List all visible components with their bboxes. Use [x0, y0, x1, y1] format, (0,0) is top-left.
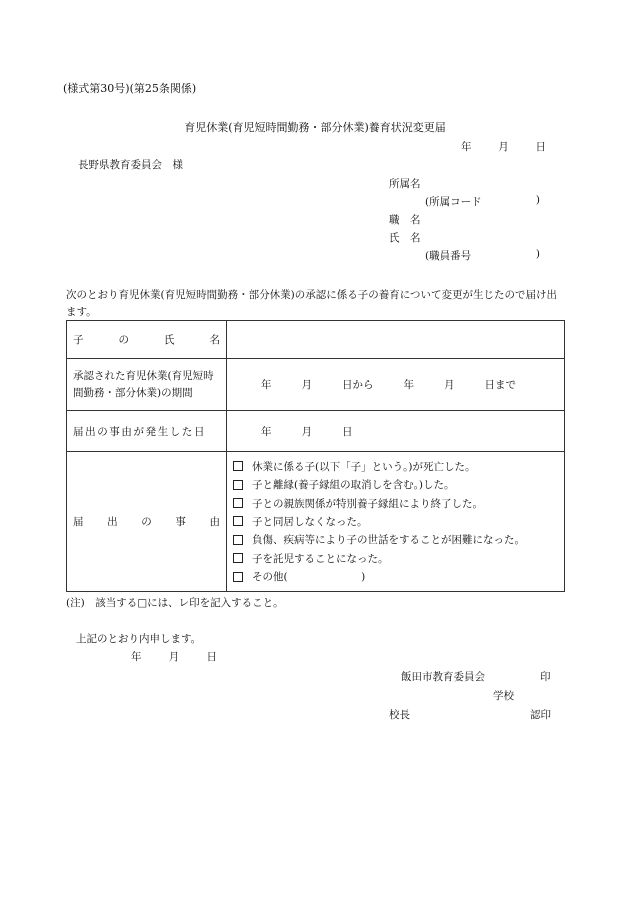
- checkbox[interactable]: [233, 553, 243, 563]
- occurrence-date-label: 届出の事由が発生した日: [67, 411, 227, 452]
- declaration-date: [131, 649, 217, 664]
- date-day-label: 日: [535, 141, 546, 153]
- period-end-month: 月: [444, 379, 455, 391]
- period-start-day: 日から: [342, 379, 374, 391]
- period-start-year: 年: [261, 379, 272, 391]
- employee-number-close: ): [535, 248, 540, 260]
- occurrence-date-field[interactable]: [227, 411, 565, 452]
- declaration-year: 年: [131, 651, 142, 663]
- date-month-label: 月: [498, 141, 509, 153]
- position-label: 職 名: [389, 214, 421, 226]
- reason-label-char: 由: [209, 516, 220, 528]
- checkbox[interactable]: [233, 498, 243, 508]
- affiliation-label: 所属名: [389, 178, 421, 190]
- reason-option-label: その他( ): [252, 571, 366, 584]
- board-name: 飯田市教育委員会: [401, 671, 485, 683]
- school-label: 学校: [493, 690, 514, 702]
- employee-number-label: (職員番号: [425, 250, 472, 262]
- table-row: [67, 452, 565, 592]
- reason-option-label: 子を託児することになった。: [252, 552, 389, 565]
- reason-option[interactable]: [233, 531, 558, 549]
- reason-label-cell: [67, 452, 227, 592]
- reason-option-label: 休業に係る子(以下「子」という。)が死亡した。: [252, 460, 476, 473]
- child-name-field[interactable]: [227, 321, 565, 359]
- reason-option[interactable]: [233, 476, 558, 494]
- occurrence-month: 月: [301, 425, 312, 438]
- period-start-month: 月: [301, 379, 312, 391]
- reason-option[interactable]: [233, 549, 558, 567]
- principal-label: 校長: [389, 709, 410, 721]
- reason-option-label: 子との親族関係が特別養子縁組により終了した。: [252, 497, 483, 510]
- affiliation-code-label: (所属コード: [425, 196, 482, 208]
- reason-label-char: 事: [175, 516, 186, 528]
- reason-option-label: 負傷、疾病等により子の世話をすることが困難になった。: [252, 534, 525, 547]
- date-year-label: 年: [461, 141, 472, 153]
- reason-label-char: の: [141, 516, 152, 528]
- document-title: 育児休業(育児短時間勤務・部分休業)養育状況変更届: [184, 121, 446, 134]
- note: (注) 該当する□には、レ印を記入すること。: [66, 597, 284, 609]
- reason-option-label: 子と離縁(養子縁組の取消しを含む。)した。: [252, 479, 455, 492]
- table-row: [67, 359, 565, 411]
- board-seal: 印: [540, 671, 551, 683]
- child-name-label-cell: [67, 321, 227, 359]
- reason-option[interactable]: [233, 512, 558, 530]
- child-name-label-char: 氏: [164, 334, 175, 346]
- checkbox[interactable]: [233, 461, 243, 471]
- reason-options: [227, 452, 565, 592]
- declaration-day: 日: [206, 651, 217, 663]
- child-name-label-char: の: [118, 334, 129, 346]
- period-end-day: 日まで: [484, 379, 516, 391]
- child-name-label-char: 子: [73, 334, 84, 346]
- checkbox[interactable]: [233, 480, 243, 490]
- table-row: [67, 411, 565, 452]
- checkbox[interactable]: [233, 572, 243, 582]
- affiliation-code: [425, 194, 540, 209]
- table-row: [67, 321, 565, 359]
- reason-option[interactable]: [233, 457, 558, 475]
- reason-label-char: 出: [107, 516, 118, 528]
- period-field[interactable]: [227, 359, 565, 411]
- name-label: 氏 名: [389, 232, 421, 244]
- occurrence-day: 日: [342, 425, 353, 438]
- occurrence-year: 年: [261, 425, 272, 438]
- addressee: 長野県教育委員会 様: [78, 159, 183, 171]
- child-name-label-char: 名: [209, 334, 220, 346]
- reason-option[interactable]: [233, 567, 558, 585]
- declaration: 上記のとおり内申します。: [76, 633, 202, 645]
- reason-option-label: 子と同居しなくなった。: [252, 515, 368, 528]
- report-table: [66, 320, 565, 592]
- reason-option[interactable]: [233, 494, 558, 512]
- reason-label-char: 届: [73, 516, 84, 528]
- checkbox[interactable]: [233, 516, 243, 526]
- declaration-month: 月: [168, 651, 180, 663]
- affiliation-code-close: ): [535, 194, 540, 206]
- employee-number: [425, 248, 540, 263]
- form-number: (様式第30号)(第25条関係): [63, 82, 197, 95]
- intro-text: 次のとおり育児休業(育児短時間勤務・部分休業)の承認に係る子の養育について変更が生じたので届け出ます。: [66, 289, 557, 318]
- submission-date: [461, 139, 546, 154]
- period-end-year: 年: [403, 379, 414, 391]
- principal-seal: 認印: [530, 709, 551, 721]
- period-label: 承認された育児休業(育児短時間勤務・部分休業)の期間: [67, 359, 227, 411]
- checkbox[interactable]: [233, 535, 243, 545]
